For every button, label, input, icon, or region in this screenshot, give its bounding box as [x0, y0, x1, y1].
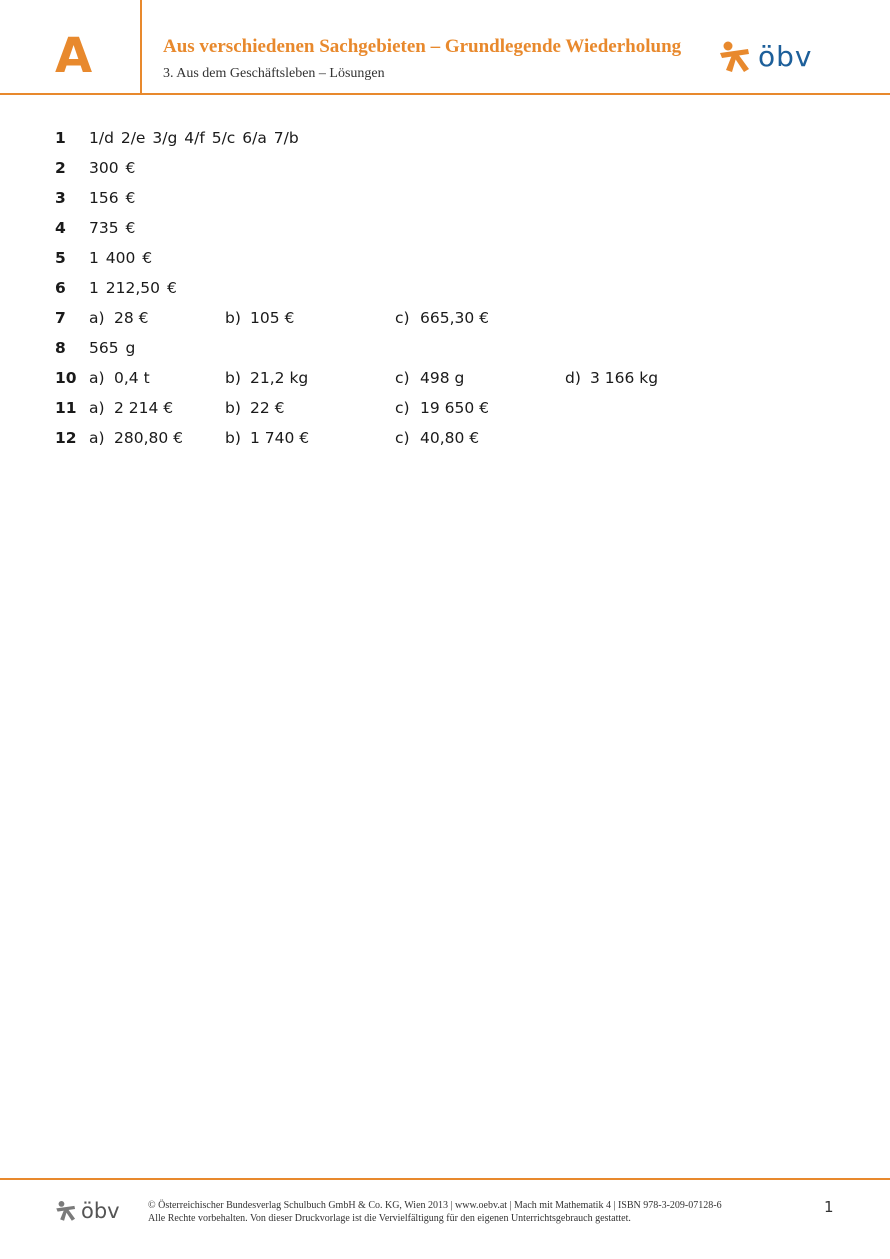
part-value: 40,80 € — [420, 429, 480, 447]
part-value: 3 166 kg — [590, 369, 659, 387]
obv-star-icon — [55, 1200, 77, 1222]
answer-row-11 — [0, 396, 890, 426]
answer-part — [565, 366, 658, 390]
answer-row-2 — [0, 156, 890, 186]
answer-row-7 — [0, 306, 890, 336]
footer-logo — [55, 1199, 120, 1223]
part-label: c) — [395, 399, 410, 417]
answer-row-10 — [0, 366, 890, 396]
task-number: 5 — [55, 249, 66, 267]
answer-part — [395, 366, 464, 390]
answer-part — [225, 366, 308, 390]
part-value: 665,30 € — [420, 309, 490, 327]
footer-logo-text: öbv — [81, 1199, 120, 1223]
obv-star-icon — [718, 40, 752, 74]
rights-line: Alle Rechte vorbehalten. Von dieser Druckvorlage ist die Vervielfältigung für den eigenen Unterrichtsgebrauch gestattet. — [148, 1213, 631, 1224]
answers-list — [0, 126, 890, 456]
copyright-line: © Österreichischer Bundesverlag Schulbuch GmbH & Co. KG, Wien 2013 | www.oebv.at | Mach mit Mathematik 4 | ISBN 978-3-209-07128-6 — [148, 1200, 722, 1211]
logo-text: öbv — [758, 40, 813, 73]
answer-row-6 — [0, 276, 890, 306]
task-number: 3 — [55, 189, 66, 207]
footer-divider — [0, 1178, 890, 1180]
part-label: b) — [225, 369, 241, 387]
answer-row-8 — [0, 336, 890, 366]
answer-row-1 — [0, 126, 890, 156]
part-value: 105 € — [250, 309, 295, 327]
part-label: a) — [89, 429, 105, 447]
part-label: b) — [225, 309, 241, 327]
copyright-notice — [148, 1199, 722, 1225]
task-number: 4 — [55, 219, 66, 237]
part-label: c) — [395, 369, 410, 387]
part-label: a) — [89, 309, 105, 327]
part-value: 19 650 € — [420, 399, 490, 417]
task-number: 1 — [55, 129, 66, 147]
task-number: 6 — [55, 279, 66, 297]
answer-part — [89, 306, 149, 330]
part-label: a) — [89, 369, 105, 387]
part-value: 280,80 € — [114, 429, 184, 447]
part-value: 21,2 kg — [250, 369, 309, 387]
part-value: 22 € — [250, 399, 285, 417]
header-divider — [0, 93, 890, 95]
part-label: b) — [225, 399, 241, 417]
part-value: 1 740 € — [250, 429, 310, 447]
part-label: a) — [89, 399, 105, 417]
answer-text: 565 g — [89, 339, 136, 357]
answer-part — [225, 306, 294, 330]
publisher-logo — [718, 40, 812, 74]
part-label: b) — [225, 429, 241, 447]
page-title: Aus verschiedenen Sachgebieten – Grundlegende Wiederholung — [163, 36, 682, 57]
task-number: 2 — [55, 159, 66, 177]
answer-text: 1/d 2/e 3/g 4/f 5/c 6/a 7/b — [89, 129, 299, 147]
task-number: 7 — [55, 309, 66, 327]
part-value: 28 € — [114, 309, 149, 327]
answer-part — [89, 366, 150, 390]
part-value: 0,4 t — [114, 369, 150, 387]
task-number: 11 — [55, 399, 77, 417]
part-value: 498 g — [420, 369, 465, 387]
task-number: 12 — [55, 429, 77, 447]
part-label: d) — [565, 369, 581, 387]
answer-part — [395, 306, 489, 330]
answer-part — [395, 426, 479, 450]
answer-part — [89, 426, 183, 450]
task-number: 8 — [55, 339, 66, 357]
part-label: c) — [395, 429, 410, 447]
page-number: 1 — [824, 1198, 834, 1216]
answer-text: 156 € — [89, 189, 136, 207]
page-header — [0, 0, 890, 95]
section-letter: A — [55, 28, 93, 84]
task-number: 10 — [55, 369, 77, 387]
answer-text: 1 400 € — [89, 249, 153, 267]
answer-part — [225, 426, 309, 450]
answer-text: 300 € — [89, 159, 136, 177]
answer-row-5 — [0, 246, 890, 276]
answer-text: 735 € — [89, 219, 136, 237]
answer-part — [89, 396, 173, 420]
answer-row-4 — [0, 216, 890, 246]
answer-part — [395, 396, 489, 420]
answer-part — [225, 396, 285, 420]
part-label: c) — [395, 309, 410, 327]
page-subtitle: 3. Aus dem Geschäftsleben – Lösungen — [163, 66, 385, 81]
answer-row-12 — [0, 426, 890, 456]
answer-text: 1 212,50 € — [89, 279, 177, 297]
header-divider-vertical — [140, 0, 142, 93]
part-value: 2 214 € — [114, 399, 174, 417]
answer-row-3 — [0, 186, 890, 216]
